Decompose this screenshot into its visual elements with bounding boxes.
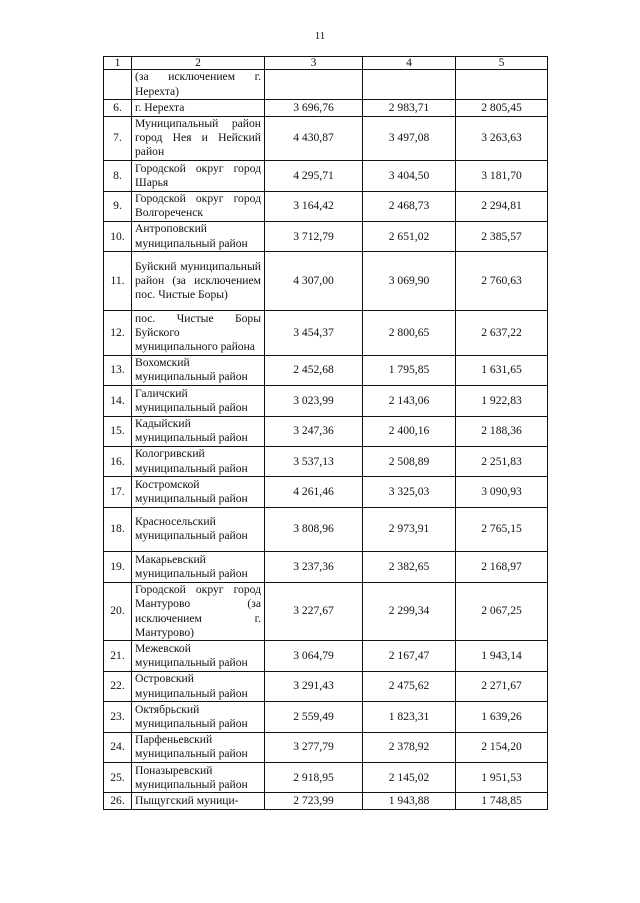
row-name: пос. Чистые Боры Буйского муниципального района [132, 311, 265, 356]
row-name: Межевской муниципальный район [132, 641, 265, 671]
row-number: 24. [104, 732, 132, 762]
row-number: 23. [104, 702, 132, 732]
row-number: 12. [104, 311, 132, 356]
row-value-col5: 3 263,63 [456, 116, 548, 161]
row-value-col4: 2 983,71 [363, 100, 456, 116]
table-body [104, 57, 548, 810]
row-value-col4: 3 497,08 [363, 116, 456, 161]
row-value-col4 [363, 70, 456, 100]
row-value-col4: 3 069,90 [363, 252, 456, 311]
row-number: 13. [104, 355, 132, 385]
row-name: г. Нерехта [132, 100, 265, 116]
row-number: 18. [104, 507, 132, 552]
row-name: Антроповский муниципальный район [132, 221, 265, 251]
row-value-col4: 2 145,02 [363, 763, 456, 793]
row-value-col5: 1 631,65 [456, 355, 548, 385]
row-value-col3: 3 291,43 [265, 671, 363, 701]
row-value-col5: 1 943,14 [456, 641, 548, 671]
row-name: Пыщугский муници- [132, 793, 265, 809]
row-number: 14. [104, 386, 132, 416]
table-row [104, 355, 548, 385]
table-row [104, 582, 548, 641]
row-value-col5: 2 760,63 [456, 252, 548, 311]
row-value-col4: 2 508,89 [363, 446, 456, 476]
row-value-col4: 2 167,47 [363, 641, 456, 671]
row-value-col5: 1 639,26 [456, 702, 548, 732]
table-row [104, 732, 548, 762]
row-number: 9. [104, 191, 132, 221]
row-value-col4: 3 325,03 [363, 477, 456, 507]
row-value-col3: 3 537,13 [265, 446, 363, 476]
row-number: 16. [104, 446, 132, 476]
row-name: Островский муниципальный район [132, 671, 265, 701]
row-name: Буйский муниципальный район (за исключением пос. Чистые Боры) [132, 252, 265, 311]
row-number: 22. [104, 671, 132, 701]
header-cell-5: 5 [456, 57, 548, 70]
header-cell-3: 3 [265, 57, 363, 70]
row-name: (за исключением г. Нерехта) [132, 70, 265, 100]
row-name: Октябрьский муниципальный район [132, 702, 265, 732]
page-number: 11 [314, 30, 326, 42]
header-cell-4: 4 [363, 57, 456, 70]
row-value-col5 [456, 70, 548, 100]
row-number [104, 70, 132, 100]
row-value-col5: 2 067,25 [456, 582, 548, 641]
row-number: 6. [104, 100, 132, 116]
header-cell-2: 2 [132, 57, 265, 70]
table-row [104, 161, 548, 191]
table-row [104, 116, 548, 161]
row-value-col3: 3 808,96 [265, 507, 363, 552]
row-value-col5: 2 188,36 [456, 416, 548, 446]
row-value-col3: 4 295,71 [265, 161, 363, 191]
row-value-col5: 3 090,93 [456, 477, 548, 507]
table-row [104, 477, 548, 507]
row-value-col5: 1 748,85 [456, 793, 548, 809]
row-value-col5: 1 951,53 [456, 763, 548, 793]
table-row [104, 311, 548, 356]
row-name: Галичский муниципальный район [132, 386, 265, 416]
row-value-col3 [265, 70, 363, 100]
row-value-col3: 4 430,87 [265, 116, 363, 161]
table-row [104, 100, 548, 116]
table-row [104, 507, 548, 552]
table-row [104, 793, 548, 809]
row-value-col3: 4 261,46 [265, 477, 363, 507]
row-name: Костромской муниципальный район [132, 477, 265, 507]
row-value-col4: 2 800,65 [363, 311, 456, 356]
table-row [104, 416, 548, 446]
row-name: Городской округ город Мантурово (за исключением г. Мантурово) [132, 582, 265, 641]
row-number: 17. [104, 477, 132, 507]
row-name: Городской округ город Волгореченск [132, 191, 265, 221]
table-row [104, 702, 548, 732]
row-number: 25. [104, 763, 132, 793]
table-row [104, 70, 548, 100]
row-value-col5: 2 251,83 [456, 446, 548, 476]
row-value-col4: 2 475,62 [363, 671, 456, 701]
row-value-col5: 2 294,81 [456, 191, 548, 221]
row-value-col5: 2 385,57 [456, 221, 548, 251]
row-value-col3: 3 237,36 [265, 552, 363, 582]
table-row [104, 386, 548, 416]
row-value-col5: 2 765,15 [456, 507, 548, 552]
row-number: 7. [104, 116, 132, 161]
row-value-col3: 2 452,68 [265, 355, 363, 385]
row-value-col3: 3 696,76 [265, 100, 363, 116]
row-value-col3: 4 307,00 [265, 252, 363, 311]
row-value-col5: 2 805,45 [456, 100, 548, 116]
row-value-col4: 2 378,92 [363, 732, 456, 762]
table-row [104, 641, 548, 671]
header-row [104, 57, 548, 70]
row-value-col3: 3 247,36 [265, 416, 363, 446]
row-value-col3: 2 559,49 [265, 702, 363, 732]
row-number: 21. [104, 641, 132, 671]
table-row [104, 252, 548, 311]
row-value-col4: 2 468,73 [363, 191, 456, 221]
table-row [104, 446, 548, 476]
row-name: Муниципальный район город Нея и Нейский район [132, 116, 265, 161]
row-number: 26. [104, 793, 132, 809]
row-value-col3: 3 227,67 [265, 582, 363, 641]
row-value-col3: 2 918,95 [265, 763, 363, 793]
row-value-col5: 2 154,20 [456, 732, 548, 762]
row-value-col4: 1 823,31 [363, 702, 456, 732]
row-number: 10. [104, 221, 132, 251]
row-value-col4: 1 795,85 [363, 355, 456, 385]
row-name: Городской округ город Шарья [132, 161, 265, 191]
row-value-col4: 2 143,06 [363, 386, 456, 416]
row-number: 19. [104, 552, 132, 582]
row-name: Макарьевский муниципальный район [132, 552, 265, 582]
table-row [104, 763, 548, 793]
table-row [104, 671, 548, 701]
row-value-col3: 3 023,99 [265, 386, 363, 416]
row-value-col4: 2 651,02 [363, 221, 456, 251]
row-value-col5: 2 637,22 [456, 311, 548, 356]
row-number: 15. [104, 416, 132, 446]
table-row [104, 221, 548, 251]
row-value-col3: 3 454,37 [265, 311, 363, 356]
row-value-col5: 2 271,67 [456, 671, 548, 701]
row-value-col4: 2 400,16 [363, 416, 456, 446]
row-value-col3: 3 164,42 [265, 191, 363, 221]
row-value-col4: 2 299,34 [363, 582, 456, 641]
row-name: Поназыревский муниципальный район [132, 763, 265, 793]
row-value-col4: 2 382,65 [363, 552, 456, 582]
row-value-col4: 2 973,91 [363, 507, 456, 552]
row-value-col3: 3 277,79 [265, 732, 363, 762]
row-name: Вохомский муниципальный район [132, 355, 265, 385]
header-cell-1: 1 [104, 57, 132, 70]
table-row [104, 552, 548, 582]
data-table [103, 56, 548, 810]
row-name: Парфеньевский муниципальный район [132, 732, 265, 762]
row-value-col4: 1 943,88 [363, 793, 456, 809]
row-number: 8. [104, 161, 132, 191]
row-name: Красносельский муниципальный район [132, 507, 265, 552]
row-value-col3: 3 064,79 [265, 641, 363, 671]
row-value-col5: 3 181,70 [456, 161, 548, 191]
row-value-col5: 2 168,97 [456, 552, 548, 582]
row-value-col5: 1 922,83 [456, 386, 548, 416]
row-value-col4: 3 404,50 [363, 161, 456, 191]
row-name: Кологривский муниципальный район [132, 446, 265, 476]
row-name: Кадыйский муниципальный район [132, 416, 265, 446]
row-number: 11. [104, 252, 132, 311]
row-value-col3: 3 712,79 [265, 221, 363, 251]
row-value-col3: 2 723,99 [265, 793, 363, 809]
table-row [104, 191, 548, 221]
row-number: 20. [104, 582, 132, 641]
